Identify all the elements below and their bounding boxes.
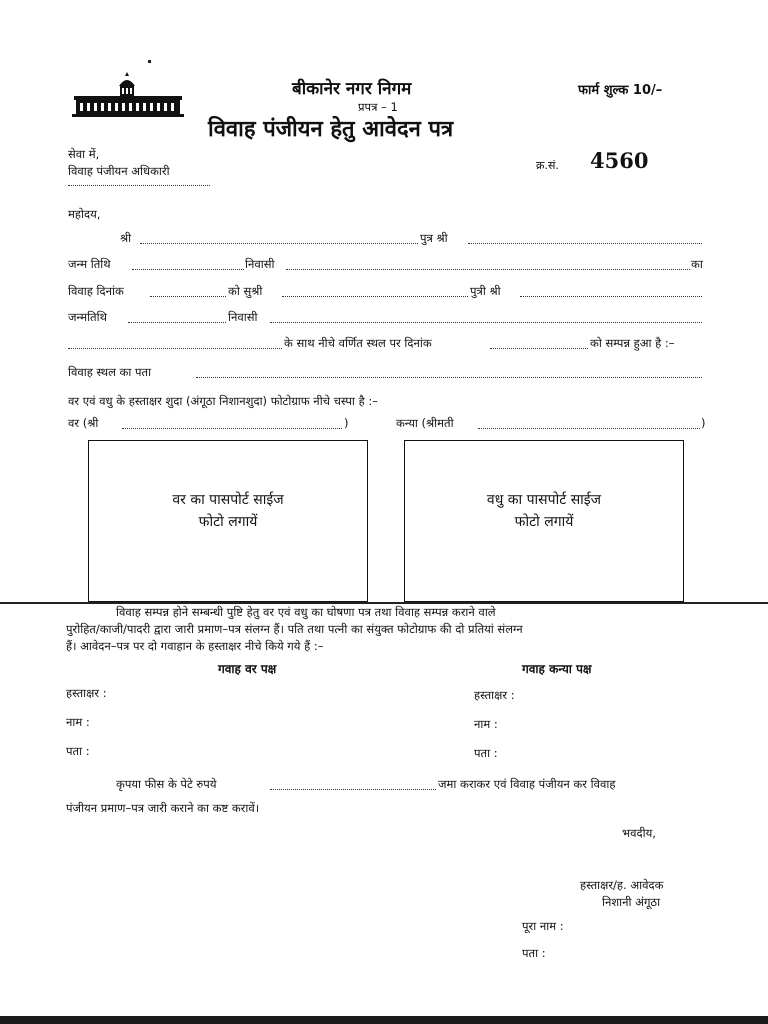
nagar-nigam-logo: [72, 72, 184, 118]
label-ko-sushri: को सुश्री: [228, 284, 263, 298]
field-groom-father[interactable]: [468, 243, 702, 244]
witness-bride-signature[interactable]: हस्ताक्षर :: [474, 688, 515, 702]
org-name: बीकानेर नगर निगम: [292, 79, 412, 99]
officer-underline: [68, 185, 210, 186]
label-putra-shri: पुत्र श्री: [420, 231, 448, 245]
field-fee-amount[interactable]: [270, 789, 436, 790]
witness-groom-heading: गवाह वर पक्ष: [218, 662, 277, 676]
groom-photo-line2: फोटो लगायें: [198, 514, 258, 530]
serial-label: क्र.सं.: [536, 159, 559, 172]
field-bride-residence[interactable]: [270, 322, 702, 323]
witness-groom-address[interactable]: पता :: [66, 744, 90, 758]
serial-number: 4560: [590, 148, 649, 173]
seva-mein: सेवा में,: [68, 147, 100, 161]
salutation: महोदय,: [68, 207, 101, 221]
label-kanya: कन्या (श्रीमती: [396, 416, 454, 430]
label-nivasi-2: निवासी: [228, 310, 258, 324]
label-var: वर (श्री: [68, 416, 99, 430]
witness-bride-address[interactable]: पता :: [474, 746, 498, 760]
label-ka: का: [691, 257, 703, 271]
signature-note: वर एवं वधु के हस्ताक्षर शुदा (अंगूठा निशानशुदा) फोटोग्राफ नीचे चस्पा है :–: [68, 394, 378, 408]
label-sampann: को सम्पन्न हुआ है :–: [590, 336, 675, 350]
groom-photo-box[interactable]: [88, 440, 368, 602]
applicant-signature[interactable]: हस्ताक्षर/ह. आवेदक: [580, 878, 664, 892]
scan-bottom-edge: [0, 1016, 768, 1024]
groom-photo-caption: [89, 489, 367, 533]
label-vivah-sthal: विवाह स्थल का पता: [68, 365, 152, 379]
field-bride-father[interactable]: [520, 296, 702, 297]
witness-bride-name[interactable]: नाम :: [474, 717, 498, 731]
form-fee: फार्म शुल्क 10/–: [578, 83, 663, 98]
declaration-line2: पुरोहित/काजी/पादरी द्वारा जारी प्रमाण–पत्र संलग्न हैं। पति तथा पत्नी का संयुक्त फोटोग्राफ की दो प्रतियां संलग्न: [66, 622, 523, 636]
bride-photo-line2: फोटो लगायें: [514, 514, 574, 530]
applicant-address[interactable]: पता :: [522, 946, 546, 960]
field-bride-residence-cont[interactable]: [68, 348, 282, 349]
field-venue-address[interactable]: [196, 377, 702, 378]
label-vivah-dinank: विवाह दिनांक: [68, 284, 124, 298]
applicant-thumb[interactable]: निशानी अंगूठा: [602, 895, 661, 909]
kanya-close-paren: ): [701, 416, 706, 430]
label-putri-shri: पुत्री श्री: [470, 284, 501, 298]
fees-text-b: जमा कराकर एवं विवाह पंजीयन कर विवाह: [438, 777, 616, 791]
field-ceremony-date[interactable]: [490, 348, 588, 349]
applicant-full-name[interactable]: पूरा नाम :: [522, 919, 564, 933]
field-marriage-date[interactable]: [150, 296, 226, 297]
witness-bride-heading: गवाह कन्या पक्ष: [522, 662, 592, 676]
bhavdiya: भवदीय,: [622, 826, 656, 840]
witness-groom-name[interactable]: नाम :: [66, 715, 90, 729]
registration-officer: विवाह पंजीयन अधिकारी: [68, 164, 170, 178]
label-ke-saath: के साथ नीचे वर्णित स्थल पर दिनांक: [284, 336, 432, 350]
field-bride-name[interactable]: [282, 296, 468, 297]
declaration-line1: विवाह सम्पन्न होने सम्बन्धी पुष्टि हेतु वर एवं वधु का घोषणा पत्र तथा विवाह सम्पन्न कराने वाले: [116, 605, 496, 619]
speck: [148, 60, 151, 63]
label-janmtithi: जन्मतिथि: [68, 310, 107, 324]
fees-text-a: कृपया फीस के पेटे रुपये: [116, 777, 217, 791]
label-shri: श्री: [120, 231, 132, 245]
field-var-name[interactable]: [122, 428, 342, 429]
form-number: प्रपत्र – 1: [358, 100, 398, 114]
label-nivasi: निवासी: [245, 257, 275, 271]
field-groom-name[interactable]: [140, 243, 418, 244]
var-close-paren: ): [344, 416, 349, 430]
field-kanya-name[interactable]: [478, 428, 700, 429]
bride-photo-caption: [405, 489, 683, 533]
witness-groom-signature[interactable]: हस्ताक्षर :: [66, 686, 107, 700]
field-bride-dob[interactable]: [128, 322, 226, 323]
declaration-line3: हैं। आवेदन–पत्र पर दो गवाहान के हस्ताक्षर नीचे किये गये हैं :–: [66, 639, 324, 653]
form-title: विवाह पंजीयन हेतु आवेदन पत्र: [208, 117, 454, 142]
bride-photo-box[interactable]: [404, 440, 684, 602]
bride-photo-line1: वधु का पासपोर्ट साईज: [486, 492, 602, 508]
fees-text-line2: पंजीयन प्रमाण–पत्र जारी कराने का कष्ट करावें।: [66, 801, 260, 815]
field-groom-dob[interactable]: [132, 269, 244, 270]
field-groom-residence[interactable]: [286, 269, 690, 270]
groom-photo-line1: वर का पासपोर्ट साईज: [172, 492, 284, 508]
label-janm-tithi: जन्म तिथि: [68, 257, 111, 271]
